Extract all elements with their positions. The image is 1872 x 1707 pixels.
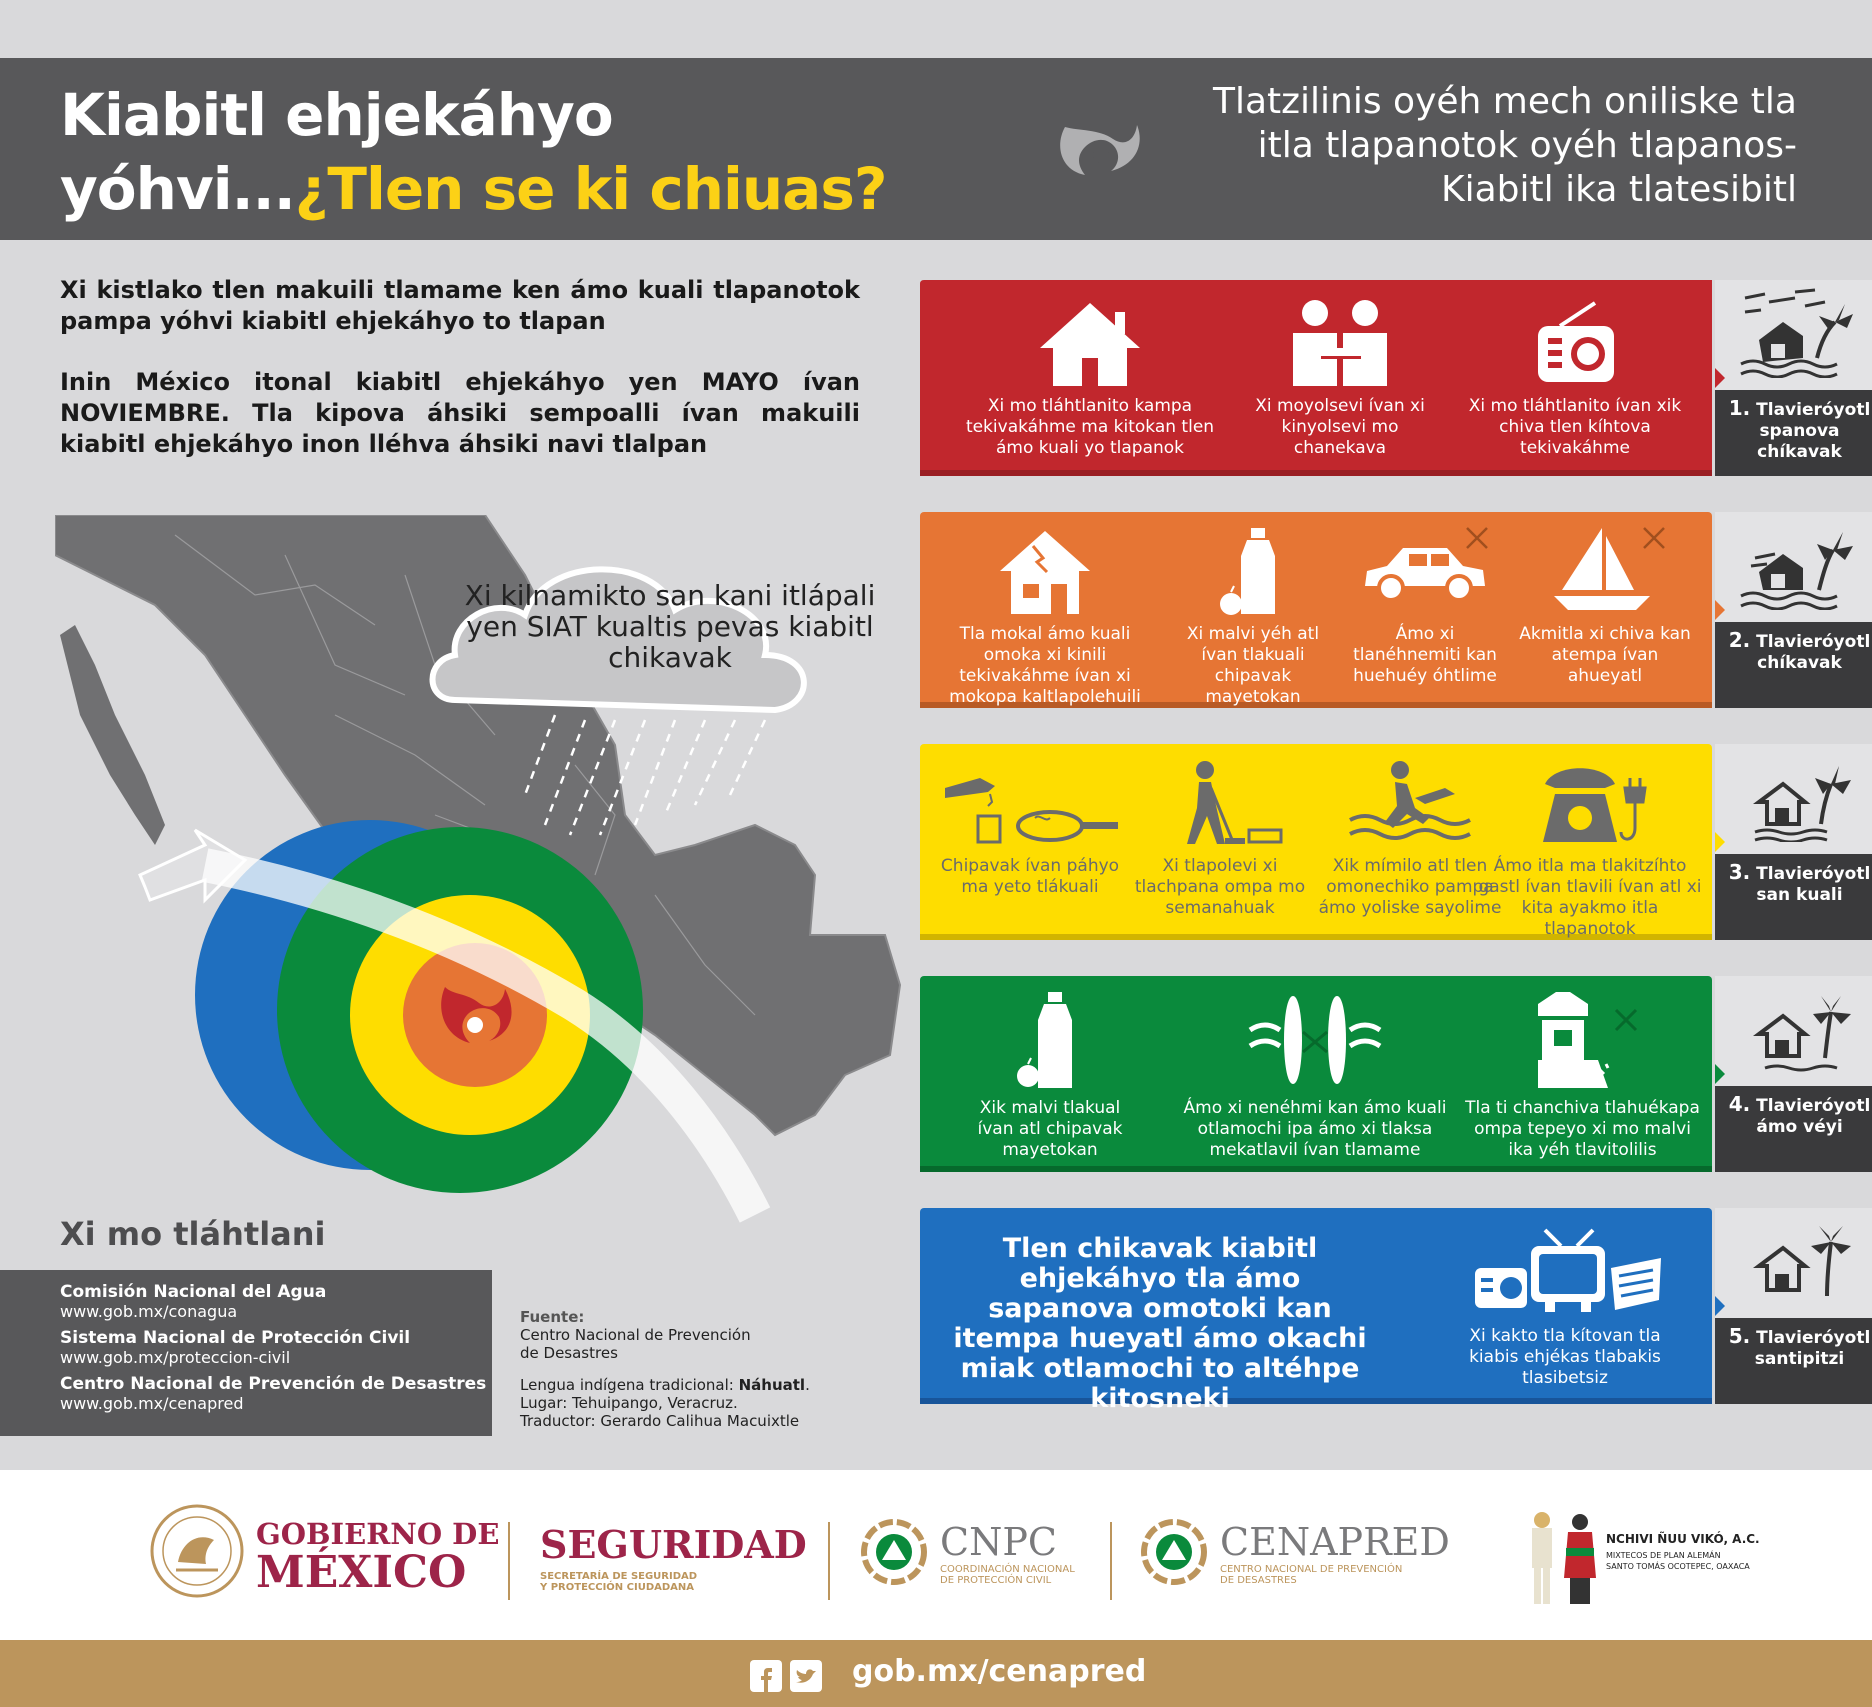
title-line-2	[60, 152, 887, 226]
consult-item	[60, 1374, 492, 1413]
seguridad-title: SEGURIDAD	[540, 1522, 807, 1567]
title-line-2a: yóhvi...	[60, 155, 295, 223]
green-item-1-text: Xik malvi tlakual ívan atl chipavak mayetokan	[977, 1098, 1123, 1160]
mexico-coat-of-arms-icon	[148, 1502, 246, 1600]
red-item-1	[965, 298, 1215, 459]
level-5-number: 5.	[1728, 1324, 1751, 1348]
blue-item-1-text: Xi kakto tla kítovan tla kiabis ehjékas tlabakis tlasibetsiz	[1469, 1326, 1661, 1388]
level-tab-3	[1715, 744, 1872, 940]
source-block	[520, 1308, 850, 1430]
gobierno-line-1: GOBIERNO DE	[256, 1517, 500, 1551]
cnpc-sub-1: COORDINACIÓN NACIONAL	[940, 1564, 1075, 1575]
yellow-item-1	[940, 758, 1120, 898]
consult-name: Sistema Nacional de Protección Civil	[60, 1328, 411, 1348]
radio-icon	[1520, 298, 1630, 388]
twitter-icon[interactable]	[790, 1660, 822, 1692]
level-4-number: 4.	[1728, 1092, 1751, 1116]
seguridad-logo-text	[540, 1522, 807, 1593]
level-tab-2	[1715, 512, 1872, 708]
level-2-number: 2.	[1728, 628, 1751, 652]
green-item-1	[960, 990, 1140, 1161]
level-1-number: 1.	[1728, 396, 1751, 420]
source-line-2: de Desastres	[520, 1344, 618, 1362]
card-level-4	[920, 976, 1712, 1172]
card-level-3	[920, 744, 1712, 940]
divider	[828, 1522, 830, 1600]
consult-url[interactable]: www.gob.mx/proteccion-civil	[60, 1348, 291, 1367]
level-1-text: Tlavieróyotl spanova chíkavak	[1756, 400, 1871, 462]
red-item-2	[1240, 298, 1440, 459]
cenapred-sub-1: CENTRO NACIONAL DE PREVENCIÓN	[1220, 1564, 1403, 1575]
breeze-house-palm-icon	[1735, 752, 1855, 842]
orange-item-1	[930, 526, 1160, 708]
seguridad-sub-2: Y PROTECCIÓN CIUDADANA	[540, 1582, 695, 1593]
cenapred-emblem-icon	[1140, 1518, 1208, 1586]
gobierno-line-2: MÉXICO	[256, 1547, 467, 1598]
red-item-3	[1465, 298, 1685, 459]
orange-item-2-text: Xi malvi yéh atl ívan tlakuali chipavak mayetokan	[1186, 624, 1320, 707]
nchivi-logo-text	[1606, 1532, 1760, 1572]
level-4-text: Tlavieróyotl ámo véyi	[1756, 1096, 1871, 1137]
level-3-text: Tlavieróyotl san kuali	[1756, 864, 1871, 905]
water-food-icon	[1000, 990, 1100, 1090]
no-walk-water-icon	[1245, 990, 1385, 1090]
intro-paragraph-2: Inin México itonal kiabitl ehjekáhyo yen MAYO ívan NOVIEMBRE. Tla kipova áhsiki sempoalli ívan makuili kiabitl ehjekáhyo inon lléhva áhsiki navi tlalpan	[60, 368, 860, 458]
card-level-5	[920, 1208, 1712, 1414]
sailboat-icon	[1540, 526, 1670, 616]
language-name: Náhuatl	[738, 1376, 806, 1394]
red-item-2-text: Xi moyolsevi ívan xi kinyolsevi mo chanekava	[1255, 396, 1425, 458]
consult-url[interactable]: www.gob.mx/cenapred	[60, 1394, 244, 1413]
orange-item-3	[1345, 526, 1505, 687]
cnpc-title: CNPC	[940, 1520, 1057, 1564]
consult-item	[60, 1328, 492, 1367]
title-line-1: Kiabitl ehjekáhyo	[60, 81, 613, 149]
source-line-1: Centro Nacional de Prevención	[520, 1326, 751, 1344]
footer-url[interactable]: gob.mx/cenapred	[852, 1654, 1147, 1689]
red-item-3-text: Xi mo tláhtlanito ívan xik chiva tlen kíhtova tekivakáhme	[1468, 396, 1682, 458]
red-item-1-text: Xi mo tláhtlanito kampa tekivakáhme ma kitokan tlen ámo kuali yo tlapanok	[965, 396, 1215, 458]
nchivi-title: NCHIVI ÑUU VIKÓ, A.C.	[1606, 1532, 1760, 1546]
car-icon	[1355, 526, 1495, 616]
media-radio-tv-newspaper-icon	[1465, 1228, 1665, 1318]
consult-url[interactable]: www.gob.mx/conagua	[60, 1302, 238, 1321]
yellow-item-1-text: Chipavak ívan páhyo ma yeto tlákuali	[940, 856, 1120, 897]
level-2-text: Tlavieróyotl chíkavak	[1756, 632, 1871, 673]
consult-name: Comisión Nacional del Agua	[60, 1282, 327, 1302]
consult-name: Centro Nacional de Prevención de Desastres	[60, 1374, 487, 1394]
cnpc-logo-text	[940, 1520, 1075, 1586]
source-label: Fuente:	[520, 1308, 585, 1326]
flood-walking-icon	[1345, 758, 1475, 848]
consult-title: Xi mo tláhtlani	[60, 1215, 326, 1253]
damaged-house-icon	[995, 526, 1095, 616]
page-title	[60, 78, 887, 226]
house-icon	[1035, 298, 1145, 388]
intro-text	[60, 275, 860, 490]
nchivi-sub-1: MIXTECOS DE PLAN ALEMÁN	[1606, 1551, 1721, 1560]
nchivi-sub-2: SANTO TOMÁS OCOTEPEC, OAXACA	[1606, 1562, 1750, 1571]
level-5-text: Tlavieróyotl santipitzi	[1754, 1328, 1871, 1369]
language-suffix: .	[805, 1376, 810, 1394]
water-bottle-icon	[1203, 526, 1303, 616]
green-item-3-text: Tla ti chanchiva tlahuékapa ompa tepeyo xi mo malvi ika yéh tlavitolilis	[1465, 1098, 1700, 1160]
subtitle: Tlatzilinis oyéh mech oniliske tla itla tlapanotok oyéh tlapanos- Kiabitl ika tlatesibitl	[1212, 81, 1797, 210]
gobierno-logo-text	[256, 1518, 499, 1596]
blue-main-text: Tlen chikavak kiabitl ehjekáhyo tla ámo sapanova omotoki kan itempa hueyatl ámo okachi miak otlamochi to altéhpe kitosneki	[953, 1233, 1367, 1414]
card-level-1	[920, 280, 1712, 476]
source-translator: Traductor: Gerardo Calihua Macuixtle	[520, 1412, 800, 1430]
title-question: ¿Tlen se ki chiuas?	[294, 155, 887, 223]
level-3-number: 3.	[1728, 860, 1751, 884]
intro-paragraph-1: Xi kistlako tlen makuili tlamame ken ámo kuali tlapanotok pampa yóhvi kiabitl ehjekáhyo to tlapan	[60, 276, 860, 335]
cenapred-logo-text	[1220, 1520, 1450, 1586]
consult-item	[60, 1282, 492, 1321]
cenapred-sub-2: DE DESASTRES	[1220, 1575, 1297, 1586]
cenapred-title: CENAPRED	[1220, 1520, 1450, 1564]
level-4-label	[1715, 1094, 1872, 1138]
seguridad-sub-1: SECRETARÍA DE SEGURIDAD	[540, 1571, 698, 1582]
green-item-3	[1460, 990, 1705, 1161]
mixteco-people-icon	[1522, 1508, 1602, 1608]
level-tab-5	[1715, 1208, 1872, 1404]
source-language	[520, 1376, 850, 1394]
orange-item-2	[1168, 526, 1338, 708]
gas-electric-icon	[1525, 758, 1655, 848]
cnpc-emblem-icon	[860, 1518, 928, 1586]
level-3-label	[1715, 862, 1872, 906]
hurricane-icon	[1055, 115, 1150, 180]
wind-house-palm-icon	[1735, 520, 1855, 610]
cloud-message: Xi kilnamikto san kani itlápali yen SIAT kualtis pevas kiabitl chikavak	[464, 579, 876, 674]
language-prefix: Lengua indígena tradicional:	[520, 1376, 739, 1394]
cnpc-sub-2: DE PROTECCIÓN CIVIL	[940, 1575, 1052, 1586]
calm-house-palm-icon	[1735, 984, 1855, 1074]
yellow-item-3-text: Xik mímilo atl tlen omonechiko pampa ámo yoliske sayolime	[1318, 856, 1502, 918]
facebook-icon[interactable]	[750, 1660, 782, 1692]
orange-item-4	[1515, 526, 1695, 687]
yellow-item-4-text: Ámo itla ma tlakitzíhto gastl ívan tlavili ívan atl xi kita ayakmo itla tlapanotok	[1478, 856, 1702, 939]
yellow-item-2	[1120, 758, 1320, 919]
source-place: Lugar: Tehuipango, Veracruz.	[520, 1394, 738, 1412]
yellow-item-2-text: Xi tlapolevi xi tlachpana ompa mo semanahuak	[1134, 856, 1306, 918]
orange-item-3-text: Ámo xi tlanéhnemiti kan huehuéy óhtlime	[1353, 624, 1497, 686]
footer-logos	[0, 1490, 1872, 1630]
storm-house-palm-icon	[1735, 288, 1855, 378]
card-level-2	[920, 512, 1712, 708]
green-item-2-text: Ámo xi nenéhmi kan ámo kuali otlamochi ipa ámo xi tlaksa mekatlavil ívan tlamame	[1183, 1098, 1447, 1160]
green-item-2	[1165, 990, 1465, 1161]
level-1-label	[1715, 398, 1872, 463]
sweeping-person-icon	[1155, 758, 1285, 848]
divider	[1110, 1522, 1112, 1600]
orange-item-1-text: Tla mokal ámo kuali omoka xi kinili tekivakáhme ívan xi mokopa kaltlapolehuili	[949, 624, 1141, 707]
cooking-hygiene-icon	[940, 758, 1120, 848]
still-house-palm-icon	[1735, 1216, 1855, 1306]
blue-item-1	[1450, 1228, 1680, 1389]
orange-item-4-text: Akmitla xi chiva kan atempa ívan ahueyatl	[1519, 624, 1691, 686]
consult-box	[0, 1270, 492, 1436]
level-tab-1	[1715, 280, 1872, 476]
yellow-item-4	[1475, 758, 1705, 940]
house-on-hill-icon	[1518, 990, 1648, 1090]
divider	[508, 1522, 510, 1600]
level-tab-4	[1715, 976, 1872, 1172]
level-5-label	[1715, 1326, 1872, 1370]
level-2-label	[1715, 630, 1872, 674]
people-comfort-icon	[1285, 298, 1395, 388]
